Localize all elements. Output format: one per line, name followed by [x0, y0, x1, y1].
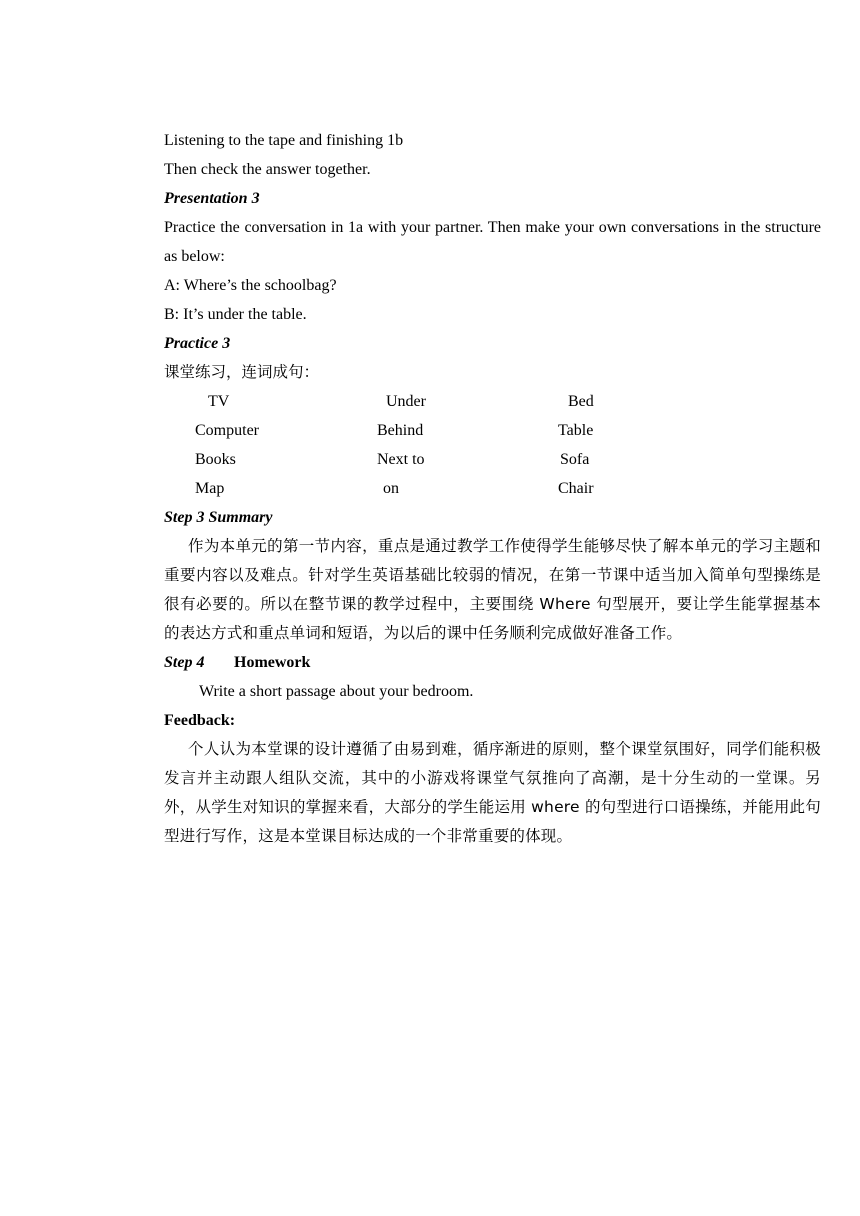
word-cell: Next to [377, 451, 425, 468]
word-row [164, 474, 821, 503]
homework-title: Homework [234, 654, 311, 671]
step-4-label: Step 4 [164, 654, 205, 671]
word-cell: Chair [558, 480, 594, 497]
homework-task: Write a short passage about your bedroom. [199, 683, 474, 700]
dialog-line-a: A: Where’s the schoolbag? [164, 277, 337, 294]
practice-instruction: Practice the conversation in 1a with your partner. Then make your own conversations in the structure as below: [164, 219, 821, 265]
instruction-line-check: Then check the answer together. [164, 161, 371, 178]
word-cell: Bed [568, 393, 594, 410]
heading-feedback: Feedback: [164, 712, 236, 729]
word-row [164, 445, 821, 474]
summary-paragraph: 作为本单元的第一节内容，重点是通过教学工作使得学生能够尽快了解本单元的学习主题和重要内容以及难点。针对学生英语基础比较弱的情况，在第一节课中适当加入简单句型操练是很有必要的。所以在整节课的教学过程中，主要围绕 Where 句型展开，要让学生能掌握基本的表达方式和重点单词和短语，为以后的课中任务顺利完成做好准备工作。 [164, 537, 821, 642]
heading-practice-3: Practice 3 [164, 335, 231, 352]
word-cell: on [383, 480, 399, 497]
feedback-paragraph: 个人认为本堂课的设计遵循了由易到难，循序渐进的原则，整个课堂氛围好，同学们能积极发言并主动跟人组队交流，其中的小游戏将课堂气氛推向了高潮，是十分生动的一堂课。另外，从学生对知识的掌握来看，大部分的学生能运用 where 的句型进行口语操练，并能用此句型进行写作，这是本堂课目标达成的一个非常重要的体现。 [164, 740, 821, 845]
step-4-heading [164, 648, 821, 677]
word-cell: Table [558, 422, 594, 439]
word-cell: Sofa [560, 451, 590, 468]
word-cell: Computer [195, 422, 259, 439]
word-row [164, 387, 821, 416]
word-cell: Books [195, 451, 236, 468]
exercise-intro: 课堂练习，连词成句： [164, 363, 320, 381]
word-cell: TV [208, 393, 230, 410]
word-cell: Under [386, 393, 426, 410]
instruction-line-tape: Listening to the tape and finishing 1b [164, 132, 404, 149]
heading-presentation-3: Presentation 3 [164, 190, 260, 207]
word-cell: Map [195, 480, 225, 497]
word-table [164, 387, 821, 503]
document-page [164, 126, 821, 851]
heading-step-3-summary: Step 3 Summary [164, 509, 273, 526]
word-cell: Behind [377, 422, 424, 439]
word-row [164, 416, 821, 445]
dialog-line-b: B: It’s under the table. [164, 306, 307, 323]
